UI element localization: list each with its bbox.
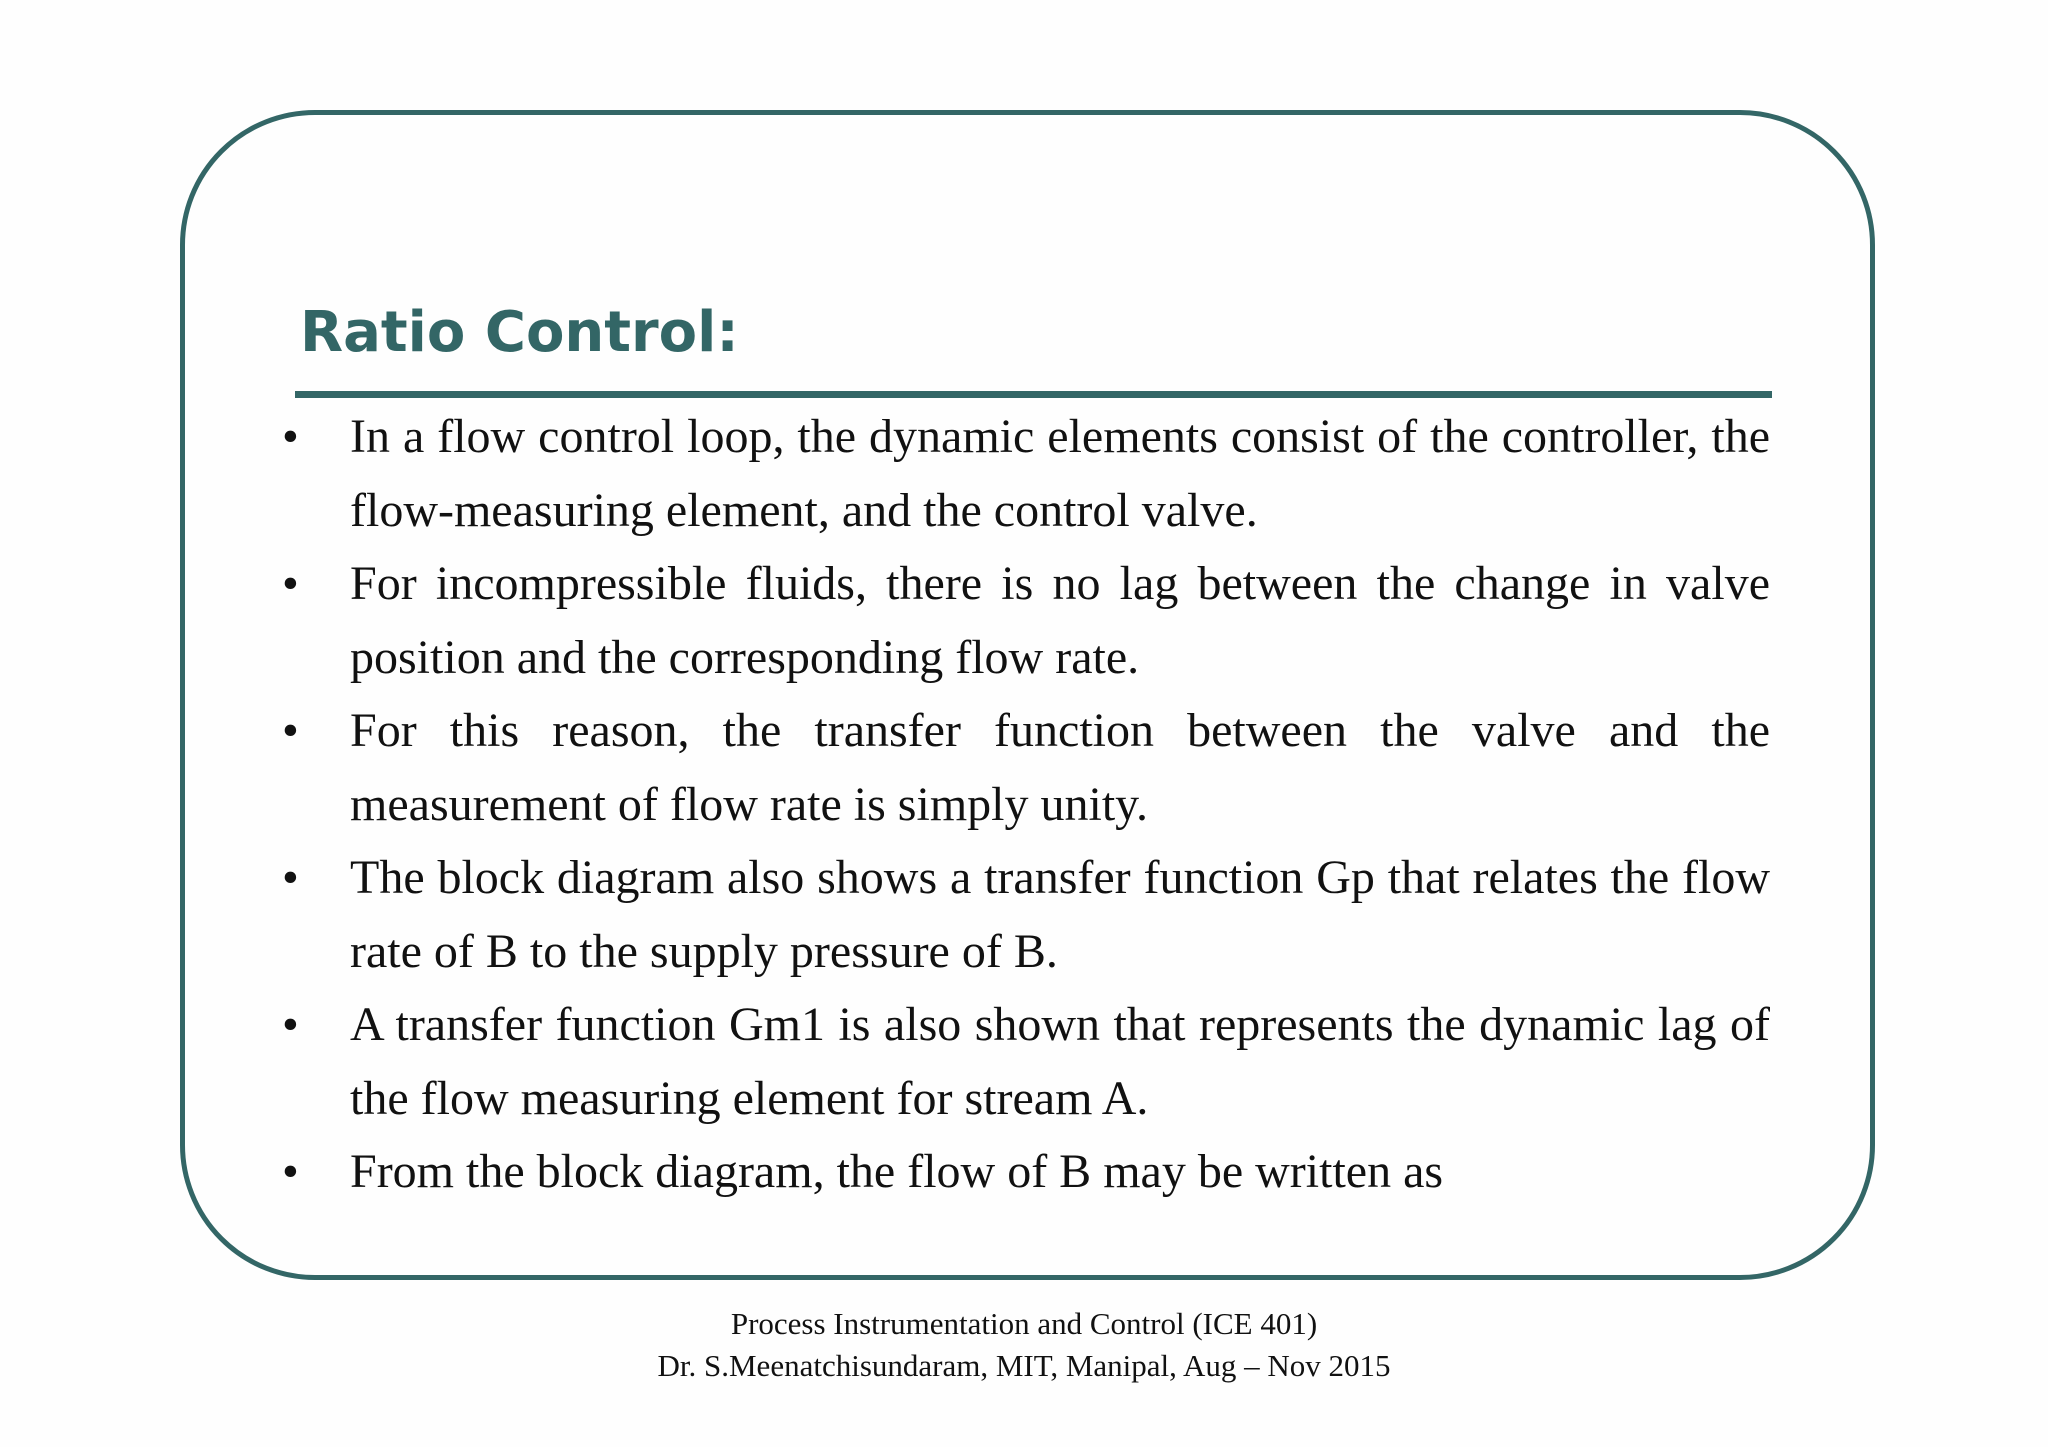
bullet-text: In a flow control loop, the dynamic elements consist of the controller, the flow-measuring element, and the control valve. (350, 410, 1770, 537)
bullet-text: From the block diagram, the flow of B may be written as (350, 1145, 1444, 1198)
bullet-list (280, 400, 1770, 1209)
bullet-marker: • (282, 704, 299, 757)
bullet-item (280, 1135, 1770, 1209)
bullet-item (280, 400, 1770, 547)
bullet-marker: • (282, 1145, 299, 1198)
bullet-text: A transfer function Gm1 is also shown that represents the dynamic lag of the flow measuring element for stream A. (350, 998, 1770, 1125)
footer-course: Process Instrumentation and Control (ICE 401) (730, 1306, 1318, 1341)
title-underline (295, 391, 1772, 398)
bullet-marker: • (282, 851, 299, 904)
bullet-text: The block diagram also shows a transfer function Gp that relates the flow rate of B to the supply pressure of B. (350, 851, 1770, 978)
slide-title: Ratio Control: (300, 300, 739, 365)
bullet-marker: • (282, 557, 299, 610)
bullet-item (280, 694, 1770, 841)
footer-author: Dr. S.Meenatchisundaram, MIT, Manipal, Aug – Nov 2015 (657, 1348, 1391, 1383)
bullet-marker: • (282, 410, 299, 463)
bullet-item (280, 988, 1770, 1135)
bullet-marker: • (282, 998, 299, 1051)
bullet-text: For incompressible fluids, there is no lag between the change in valve position and the corresponding flow rate. (350, 557, 1770, 684)
bullet-text: For this reason, the transfer function between the valve and the measurement of flow rate is simply unity. (350, 704, 1770, 831)
bullet-item (280, 547, 1770, 694)
bullet-item (280, 841, 1770, 988)
slide-footer (0, 1303, 2048, 1387)
